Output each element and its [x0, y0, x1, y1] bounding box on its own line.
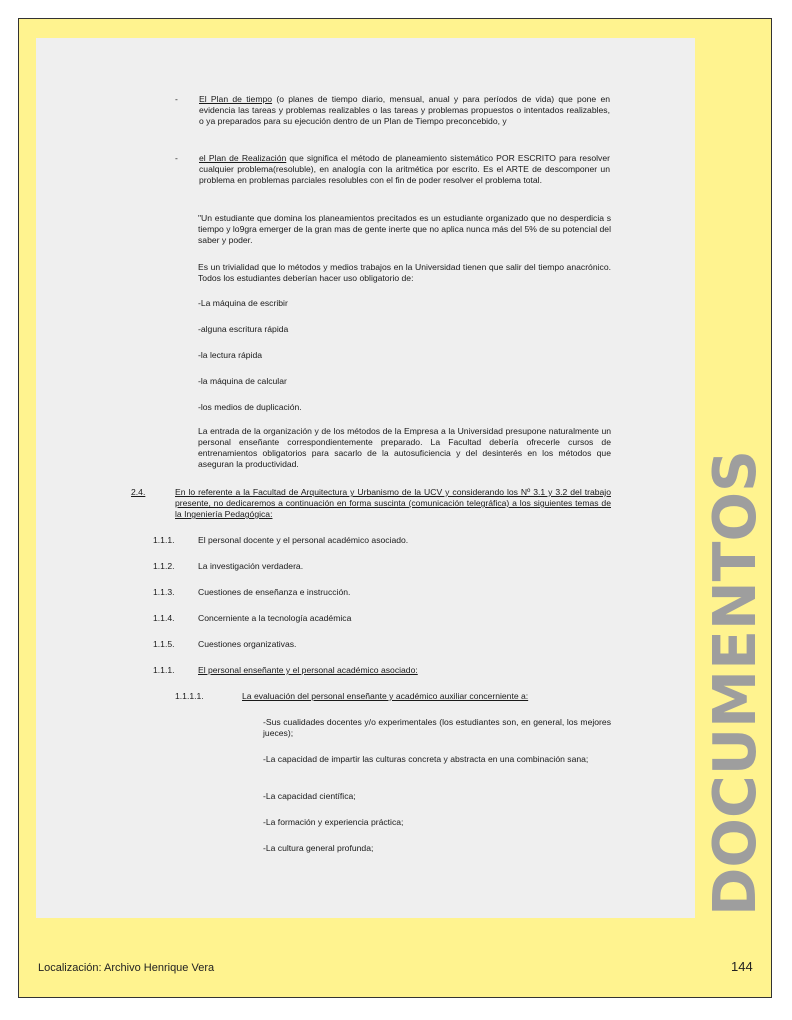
criteria-item: -La capacidad científica; [263, 791, 356, 801]
subsubsection-title: La evaluación del personal enseñante y académico auxiliar concerniente a: [242, 691, 529, 701]
quote-paragraph: "Un estudiante que domina los planeamientos precitados es un estudiante organizado que no desperdicia s tiempo y lo9gra emerger de la gran mas de gente inerte que no aplica nunca más del 5% de su potencial del saber y poder. [198, 213, 611, 245]
bullet-marker: - [175, 153, 178, 163]
topic-label: Cuestiones organizativas. [198, 639, 297, 649]
criteria-item: -La formación y experiencia práctica; [263, 817, 404, 827]
trivial-paragraph: Es un trivialidad que lo métodos y medios trabajos en la Universidad tienen que salir del tiempo anacrónico. Todos los estudiantes deberían hacer uso obligatorio de: [198, 262, 611, 283]
criteria-item: -Sus cualidades docentes y/o experimentales (los estudiantes son, en general, los mejores jueces); [263, 717, 611, 738]
bullet-marker: - [175, 94, 178, 104]
subsubsection-number: 1.1.1.1. [175, 691, 204, 701]
topic-label: El personal docente y el personal académico asociado. [198, 535, 409, 545]
section-number: 2.4. [131, 487, 146, 497]
topic-label: Cuestiones de enseñanza e instrucción. [198, 587, 351, 597]
tool-item: -alguna escritura rápida [198, 324, 289, 334]
criteria-item: -La capacidad de impartir las culturas concreta y abstracta en una combinación sana; [263, 754, 589, 764]
side-label [700, 444, 769, 920]
tool-item: -los medios de duplicación. [198, 402, 302, 412]
bullet-paragraph [199, 153, 610, 186]
bullet-title: el Plan de Realización [199, 153, 287, 163]
topic-label: La investigación verdadera. [198, 561, 304, 571]
tool-item: -La máquina de escribir [198, 298, 288, 308]
bullet-text: que significa el método de planeamiento sistemático POR ESCRITO para resolver cualquier problema(resoluble), en analogía con la aritmética por escrito. Es el ARTE de descomponer un problema en problemas parciales resolubles con el fin de poder resolver el problema total. [199, 153, 610, 185]
page-number: 144 [731, 959, 753, 974]
tool-item: -la lectura rápida [198, 350, 263, 360]
criteria-item: -La cultura general profunda; [263, 843, 374, 853]
bullet-title: El Plan de tiempo [199, 94, 273, 104]
topic-label: Concerniente a la tecnología académica [198, 613, 352, 623]
subsection-title: El personal enseñante y el personal académico asociado: [198, 665, 418, 675]
topic-number: 1.1.3. [153, 587, 175, 597]
footer-source: Localización: Archivo Henrique Vera [38, 962, 215, 974]
topic-number: 1.1.2. [153, 561, 175, 571]
entrada-paragraph: La entrada de la organización y de los métodos de la Empresa a la Universidad presupone naturalmente un personal enseñante correspondientemente preparado. La Facultad debería ofrecerle cursos de entrenamientos obligatorios para sacarlo de la autosuficiencia y del desinterés en los métodos que aseguran la productividad. [198, 426, 611, 469]
topic-number: 1.1.4. [153, 613, 175, 623]
topic-number: 1.1.1. [153, 535, 175, 545]
section-heading: En lo referente a la Facultad de Arquitectura y Urbanismo de la UCV y considerando los Nº 3.1 y 3.2 del trabajo presente, no dedicaremos a continuación en forma suscinta (comunicación telegráfica) a los siguientes temas de la Ingeniería Pedagógica: [175, 487, 611, 519]
bullet-paragraph [199, 94, 610, 127]
side-label-text: DOCUMENTOS [700, 444, 769, 916]
subsection-number: 1.1.1. [153, 665, 175, 675]
bullet-text: (o planes de tiempo diario, mensual, anual y para períodos de vida) que pone en evidencia las tareas y problemas realizables o las tareas y problemas propuestos o intentados realizables, o ya preparados para su ejecución dentro de un Plan de Tiempo preconcebido, y [199, 94, 611, 126]
topic-number: 1.1.5. [153, 639, 175, 649]
tool-item: -la máquina de calcular [198, 376, 287, 386]
